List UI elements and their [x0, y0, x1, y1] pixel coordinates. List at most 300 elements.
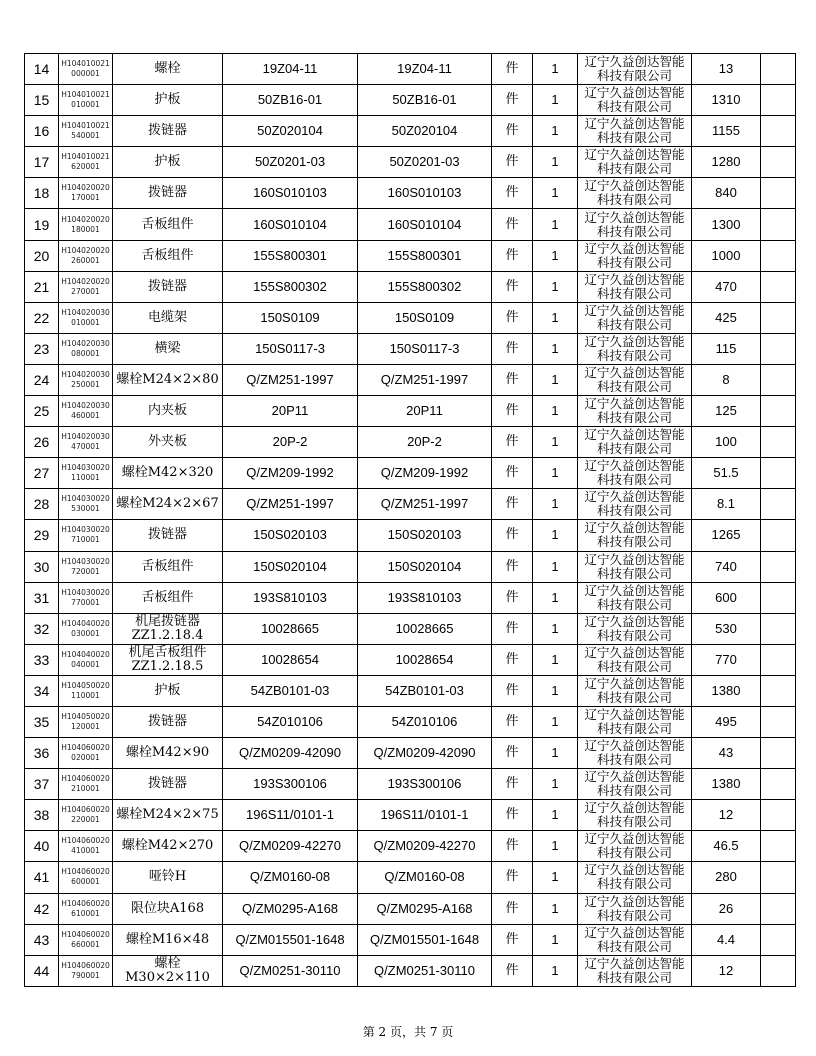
material-code-line: 180001	[71, 224, 100, 234]
material-code-line: H104060020	[61, 774, 110, 784]
parts-table	[24, 53, 796, 987]
weight: 1265	[692, 520, 761, 551]
material-code-line: H104020030	[61, 307, 110, 317]
table-row	[25, 738, 796, 769]
supplier-line: 科技有限公司	[596, 99, 672, 115]
part-name: 舌板组件	[113, 240, 223, 271]
material-code	[59, 862, 113, 893]
supplier-line: 科技有限公司	[596, 254, 672, 270]
material-code-line: H104060020	[61, 743, 110, 753]
remark	[761, 706, 796, 737]
remark	[761, 54, 796, 85]
supplier	[578, 302, 692, 333]
specification: 54Z010106	[358, 706, 492, 737]
quantity: 1	[533, 613, 578, 644]
material-code-line: H104060020	[61, 836, 110, 846]
unit: 件	[492, 800, 533, 831]
drawing-number: 193S300106	[223, 769, 358, 800]
supplier-line: 科技有限公司	[596, 441, 672, 457]
specification: 160S010104	[358, 209, 492, 240]
quantity: 1	[533, 396, 578, 427]
quantity: 1	[533, 364, 578, 395]
material-code-line: H104020020	[61, 245, 110, 255]
quantity: 1	[533, 427, 578, 458]
unit: 件	[492, 427, 533, 458]
specification: Q/ZM209-1992	[358, 458, 492, 489]
drawing-number: 150S0109	[223, 302, 358, 333]
drawing-number: Q/ZM0209-42270	[223, 831, 358, 862]
material-code	[59, 271, 113, 302]
weight: 1280	[692, 147, 761, 178]
row-number: 25	[25, 396, 59, 427]
weight: 100	[692, 427, 761, 458]
supplier-line: 科技有限公司	[596, 907, 672, 923]
table-row	[25, 209, 796, 240]
supplier	[578, 209, 692, 240]
material-code-line: H104040020	[61, 649, 110, 659]
weight: 8	[692, 364, 761, 395]
specification: 50ZB16-01	[358, 85, 492, 116]
table-row	[25, 302, 796, 333]
remark	[761, 613, 796, 644]
quantity: 1	[533, 54, 578, 85]
specification: 193S810103	[358, 582, 492, 613]
table-row	[25, 800, 796, 831]
drawing-number: Q/ZM015501-1648	[223, 924, 358, 955]
specification: 20P-2	[358, 427, 492, 458]
weight: 13	[692, 54, 761, 85]
supplier	[578, 458, 692, 489]
weight: 43	[692, 738, 761, 769]
unit: 件	[492, 613, 533, 644]
part-name: 限位块A168	[113, 893, 223, 924]
specification: 50Z020104	[358, 116, 492, 147]
supplier-line: 辽宁久益创达智能	[584, 520, 685, 536]
table-row	[25, 178, 796, 209]
unit: 件	[492, 302, 533, 333]
unit: 件	[492, 582, 533, 613]
supplier	[578, 85, 692, 116]
quantity: 1	[533, 644, 578, 675]
material-code-line: 540001	[71, 131, 100, 141]
weight: 46.5	[692, 831, 761, 862]
unit: 件	[492, 675, 533, 706]
supplier-line: 辽宁久益创达智能	[584, 240, 685, 256]
table-row	[25, 551, 796, 582]
supplier-line: 辽宁久益创达智能	[584, 924, 685, 940]
remark	[761, 644, 796, 675]
specification: 150S0117-3	[358, 333, 492, 364]
part-name: 螺栓M30×2×110	[113, 955, 223, 986]
quantity: 1	[533, 240, 578, 271]
remark	[761, 178, 796, 209]
drawing-number: 50ZB16-01	[223, 85, 358, 116]
material-code-line: H104020030	[61, 432, 110, 442]
supplier	[578, 147, 692, 178]
supplier-line: 科技有限公司	[596, 347, 672, 363]
drawing-number: Q/ZM0251-30110	[223, 955, 358, 986]
row-number: 17	[25, 147, 59, 178]
row-number: 41	[25, 862, 59, 893]
material-code	[59, 644, 113, 675]
unit: 件	[492, 458, 533, 489]
row-number: 37	[25, 769, 59, 800]
material-code-line: 110001	[71, 473, 100, 483]
unit: 件	[492, 769, 533, 800]
part-name: 横梁	[113, 333, 223, 364]
drawing-number: Q/ZM251-1997	[223, 364, 358, 395]
material-code	[59, 800, 113, 831]
material-code-line: H104030020	[61, 494, 110, 504]
quantity: 1	[533, 706, 578, 737]
table-row	[25, 644, 796, 675]
material-code	[59, 582, 113, 613]
drawing-number: 160S010103	[223, 178, 358, 209]
drawing-number: 155S800301	[223, 240, 358, 271]
remark	[761, 396, 796, 427]
supplier-line: 科技有限公司	[596, 658, 672, 674]
supplier-line: 科技有限公司	[596, 503, 672, 519]
quantity: 1	[533, 520, 578, 551]
material-code	[59, 396, 113, 427]
specification: 20P11	[358, 396, 492, 427]
quantity: 1	[533, 178, 578, 209]
weight: 740	[692, 551, 761, 582]
specification: Q/ZM251-1997	[358, 364, 492, 395]
material-code-line: 260001	[71, 255, 100, 265]
quantity: 1	[533, 831, 578, 862]
table-row	[25, 240, 796, 271]
weight: 425	[692, 302, 761, 333]
part-name: 舌板组件	[113, 209, 223, 240]
quantity: 1	[533, 924, 578, 955]
supplier	[578, 116, 692, 147]
quantity: 1	[533, 551, 578, 582]
drawing-number: 155S800302	[223, 271, 358, 302]
supplier	[578, 489, 692, 520]
table-row	[25, 706, 796, 737]
supplier-line: 科技有限公司	[596, 876, 672, 892]
weight: 26	[692, 893, 761, 924]
unit: 件	[492, 520, 533, 551]
table-row	[25, 427, 796, 458]
supplier-line: 科技有限公司	[596, 845, 672, 861]
weight: 1380	[692, 675, 761, 706]
material-code-line: H104030020	[61, 525, 110, 535]
table-row	[25, 520, 796, 551]
supplier	[578, 738, 692, 769]
supplier	[578, 644, 692, 675]
material-code-line: 020001	[71, 753, 100, 763]
material-code-line: 040001	[71, 659, 100, 669]
material-code	[59, 520, 113, 551]
part-name: 拨链器	[113, 520, 223, 551]
specification: Q/ZM251-1997	[358, 489, 492, 520]
table-row	[25, 54, 796, 85]
row-number: 18	[25, 178, 59, 209]
part-name: 电缆架	[113, 302, 223, 333]
material-code-line: H104060020	[61, 867, 110, 877]
quantity: 1	[533, 489, 578, 520]
material-code	[59, 364, 113, 395]
row-number: 31	[25, 582, 59, 613]
row-number: 14	[25, 54, 59, 85]
row-number: 22	[25, 302, 59, 333]
supplier-line: 辽宁久益创达智能	[584, 178, 685, 194]
part-name: 拨链器	[113, 116, 223, 147]
remark	[761, 271, 796, 302]
quantity: 1	[533, 862, 578, 893]
supplier-line: 辽宁久益创达智能	[584, 675, 685, 691]
drawing-number: 50Z0201-03	[223, 147, 358, 178]
material-code-line: 530001	[71, 504, 100, 514]
drawing-number: 150S0117-3	[223, 333, 358, 364]
specification: Q/ZM0251-30110	[358, 955, 492, 986]
row-number: 36	[25, 738, 59, 769]
drawing-number: Q/ZM0160-08	[223, 862, 358, 893]
row-number: 32	[25, 613, 59, 644]
part-name: 内夹板	[113, 396, 223, 427]
remark	[761, 333, 796, 364]
specification: 150S020104	[358, 551, 492, 582]
table-row	[25, 364, 796, 395]
material-code-line: H104030020	[61, 463, 110, 473]
supplier-line: 辽宁久益创达智能	[584, 769, 685, 785]
remark	[761, 209, 796, 240]
material-code-line: H104010021	[61, 59, 110, 69]
supplier	[578, 862, 692, 893]
table-row	[25, 333, 796, 364]
quantity: 1	[533, 209, 578, 240]
drawing-number: 150S020104	[223, 551, 358, 582]
material-code-line: H104020030	[61, 401, 110, 411]
supplier	[578, 178, 692, 209]
weight: 280	[692, 862, 761, 893]
material-code-line: 120001	[71, 722, 100, 732]
unit: 件	[492, 147, 533, 178]
supplier	[578, 520, 692, 551]
material-code-line: 620001	[71, 162, 100, 172]
supplier-line: 科技有限公司	[596, 161, 672, 177]
supplier-line: 科技有限公司	[596, 534, 672, 550]
material-code	[59, 209, 113, 240]
specification: 54ZB0101-03	[358, 675, 492, 706]
weight: 12	[692, 800, 761, 831]
supplier-line: 辽宁久益创达智能	[584, 831, 685, 847]
supplier	[578, 582, 692, 613]
remark	[761, 116, 796, 147]
part-name: 螺栓M16×48	[113, 924, 223, 955]
specification: Q/ZM015501-1648	[358, 924, 492, 955]
supplier-line: 科技有限公司	[596, 721, 672, 737]
material-code-line: H104060020	[61, 805, 110, 815]
supplier	[578, 396, 692, 427]
supplier-line: 辽宁久益创达智能	[584, 271, 685, 287]
supplier-line: 辽宁久益创达智能	[584, 738, 685, 754]
drawing-number: 193S810103	[223, 582, 358, 613]
drawing-number: 196S11/0101-1	[223, 800, 358, 831]
unit: 件	[492, 862, 533, 893]
supplier-line: 科技有限公司	[596, 410, 672, 426]
material-code-line: H104060020	[61, 898, 110, 908]
drawing-number: Q/ZM0209-42090	[223, 738, 358, 769]
supplier-line: 科技有限公司	[596, 969, 672, 985]
material-code-line: H104040020	[61, 618, 110, 628]
table-row	[25, 271, 796, 302]
supplier-line: 科技有限公司	[596, 316, 672, 332]
specification: 150S020103	[358, 520, 492, 551]
unit: 件	[492, 364, 533, 395]
weight: 600	[692, 582, 761, 613]
quantity: 1	[533, 85, 578, 116]
part-name: 螺栓M42×320	[113, 458, 223, 489]
material-code-line: 770001	[71, 597, 100, 607]
table-row	[25, 147, 796, 178]
unit: 件	[492, 551, 533, 582]
supplier-line: 科技有限公司	[596, 938, 672, 954]
specification: 19Z04-11	[358, 54, 492, 85]
unit: 件	[492, 209, 533, 240]
table-row	[25, 116, 796, 147]
part-name: 螺栓M24×2×75	[113, 800, 223, 831]
unit: 件	[492, 489, 533, 520]
part-name: 护板	[113, 147, 223, 178]
weight: 470	[692, 271, 761, 302]
supplier-line: 科技有限公司	[596, 689, 672, 705]
specification: 196S11/0101-1	[358, 800, 492, 831]
part-name: 机尾拨链器 ZZ1.2.18.4	[113, 613, 223, 644]
drawing-number: 19Z04-11	[223, 54, 358, 85]
supplier	[578, 893, 692, 924]
table-row	[25, 613, 796, 644]
row-number: 26	[25, 427, 59, 458]
table-row	[25, 458, 796, 489]
material-code-line: 010001	[71, 100, 100, 110]
supplier	[578, 271, 692, 302]
supplier	[578, 364, 692, 395]
unit: 件	[492, 333, 533, 364]
supplier	[578, 613, 692, 644]
row-number: 35	[25, 706, 59, 737]
drawing-number: 20P-2	[223, 427, 358, 458]
supplier-line: 辽宁久益创达智能	[584, 396, 685, 412]
material-code	[59, 54, 113, 85]
material-code	[59, 178, 113, 209]
supplier-line: 辽宁久益创达智能	[584, 458, 685, 474]
part-name: 拨链器	[113, 706, 223, 737]
supplier-line: 科技有限公司	[596, 192, 672, 208]
table-row	[25, 769, 796, 800]
supplier-line: 辽宁久益创达智能	[584, 582, 685, 598]
row-number: 20	[25, 240, 59, 271]
supplier-line: 辽宁久益创达智能	[584, 302, 685, 318]
remark	[761, 831, 796, 862]
supplier-line: 辽宁久益创达智能	[584, 147, 685, 163]
drawing-number: 150S020103	[223, 520, 358, 551]
weight: 530	[692, 613, 761, 644]
table-row	[25, 675, 796, 706]
quantity: 1	[533, 302, 578, 333]
supplier-line: 科技有限公司	[596, 472, 672, 488]
part-name: 螺栓	[113, 54, 223, 85]
material-code-line: H104010021	[61, 121, 110, 131]
supplier-line: 辽宁久益创达智能	[584, 707, 685, 723]
quantity: 1	[533, 582, 578, 613]
remark	[761, 769, 796, 800]
table-row	[25, 85, 796, 116]
remark	[761, 738, 796, 769]
supplier	[578, 769, 692, 800]
weight: 840	[692, 178, 761, 209]
row-number: 43	[25, 924, 59, 955]
specification: Q/ZM0160-08	[358, 862, 492, 893]
material-code-line: H104010021	[61, 152, 110, 162]
material-code	[59, 458, 113, 489]
weight: 12	[692, 955, 761, 986]
supplier-line: 辽宁久益创达智能	[584, 613, 685, 629]
specification: 10028665	[358, 613, 492, 644]
supplier-line: 科技有限公司	[596, 68, 672, 84]
material-code-line: H104030020	[61, 587, 110, 597]
supplier-line: 辽宁久益创达智能	[584, 85, 685, 101]
table-row	[25, 396, 796, 427]
row-number: 29	[25, 520, 59, 551]
material-code	[59, 613, 113, 644]
weight: 4.4	[692, 924, 761, 955]
supplier	[578, 706, 692, 737]
weight: 115	[692, 333, 761, 364]
material-code	[59, 551, 113, 582]
drawing-number: 10028665	[223, 613, 358, 644]
material-code-line: 610001	[71, 908, 100, 918]
material-code-line: 600001	[71, 877, 100, 887]
table-row	[25, 955, 796, 986]
drawing-number: 160S010104	[223, 209, 358, 240]
material-code-line: H104020020	[61, 214, 110, 224]
supplier	[578, 955, 692, 986]
weight: 1380	[692, 769, 761, 800]
supplier-line: 辽宁久益创达智能	[584, 116, 685, 132]
row-number: 33	[25, 644, 59, 675]
part-name: 螺栓M24×2×80	[113, 364, 223, 395]
remark	[761, 147, 796, 178]
material-code	[59, 706, 113, 737]
material-code	[59, 893, 113, 924]
unit: 件	[492, 178, 533, 209]
row-number: 34	[25, 675, 59, 706]
material-code-line: H104020020	[61, 276, 110, 286]
material-code-line: H104030020	[61, 556, 110, 566]
material-code	[59, 738, 113, 769]
supplier-line: 科技有限公司	[596, 783, 672, 799]
unit: 件	[492, 116, 533, 147]
weight: 495	[692, 706, 761, 737]
material-code-line: 000001	[71, 69, 100, 79]
remark	[761, 427, 796, 458]
material-code-line: 220001	[71, 815, 100, 825]
material-code	[59, 489, 113, 520]
table-row	[25, 924, 796, 955]
unit: 件	[492, 924, 533, 955]
material-code-line: 250001	[71, 379, 100, 389]
material-code	[59, 116, 113, 147]
specification: 150S0109	[358, 302, 492, 333]
page-number: 第 2 页，共 7 页	[362, 1025, 454, 1039]
part-name: 护板	[113, 85, 223, 116]
supplier	[578, 333, 692, 364]
supplier	[578, 551, 692, 582]
material-code	[59, 333, 113, 364]
